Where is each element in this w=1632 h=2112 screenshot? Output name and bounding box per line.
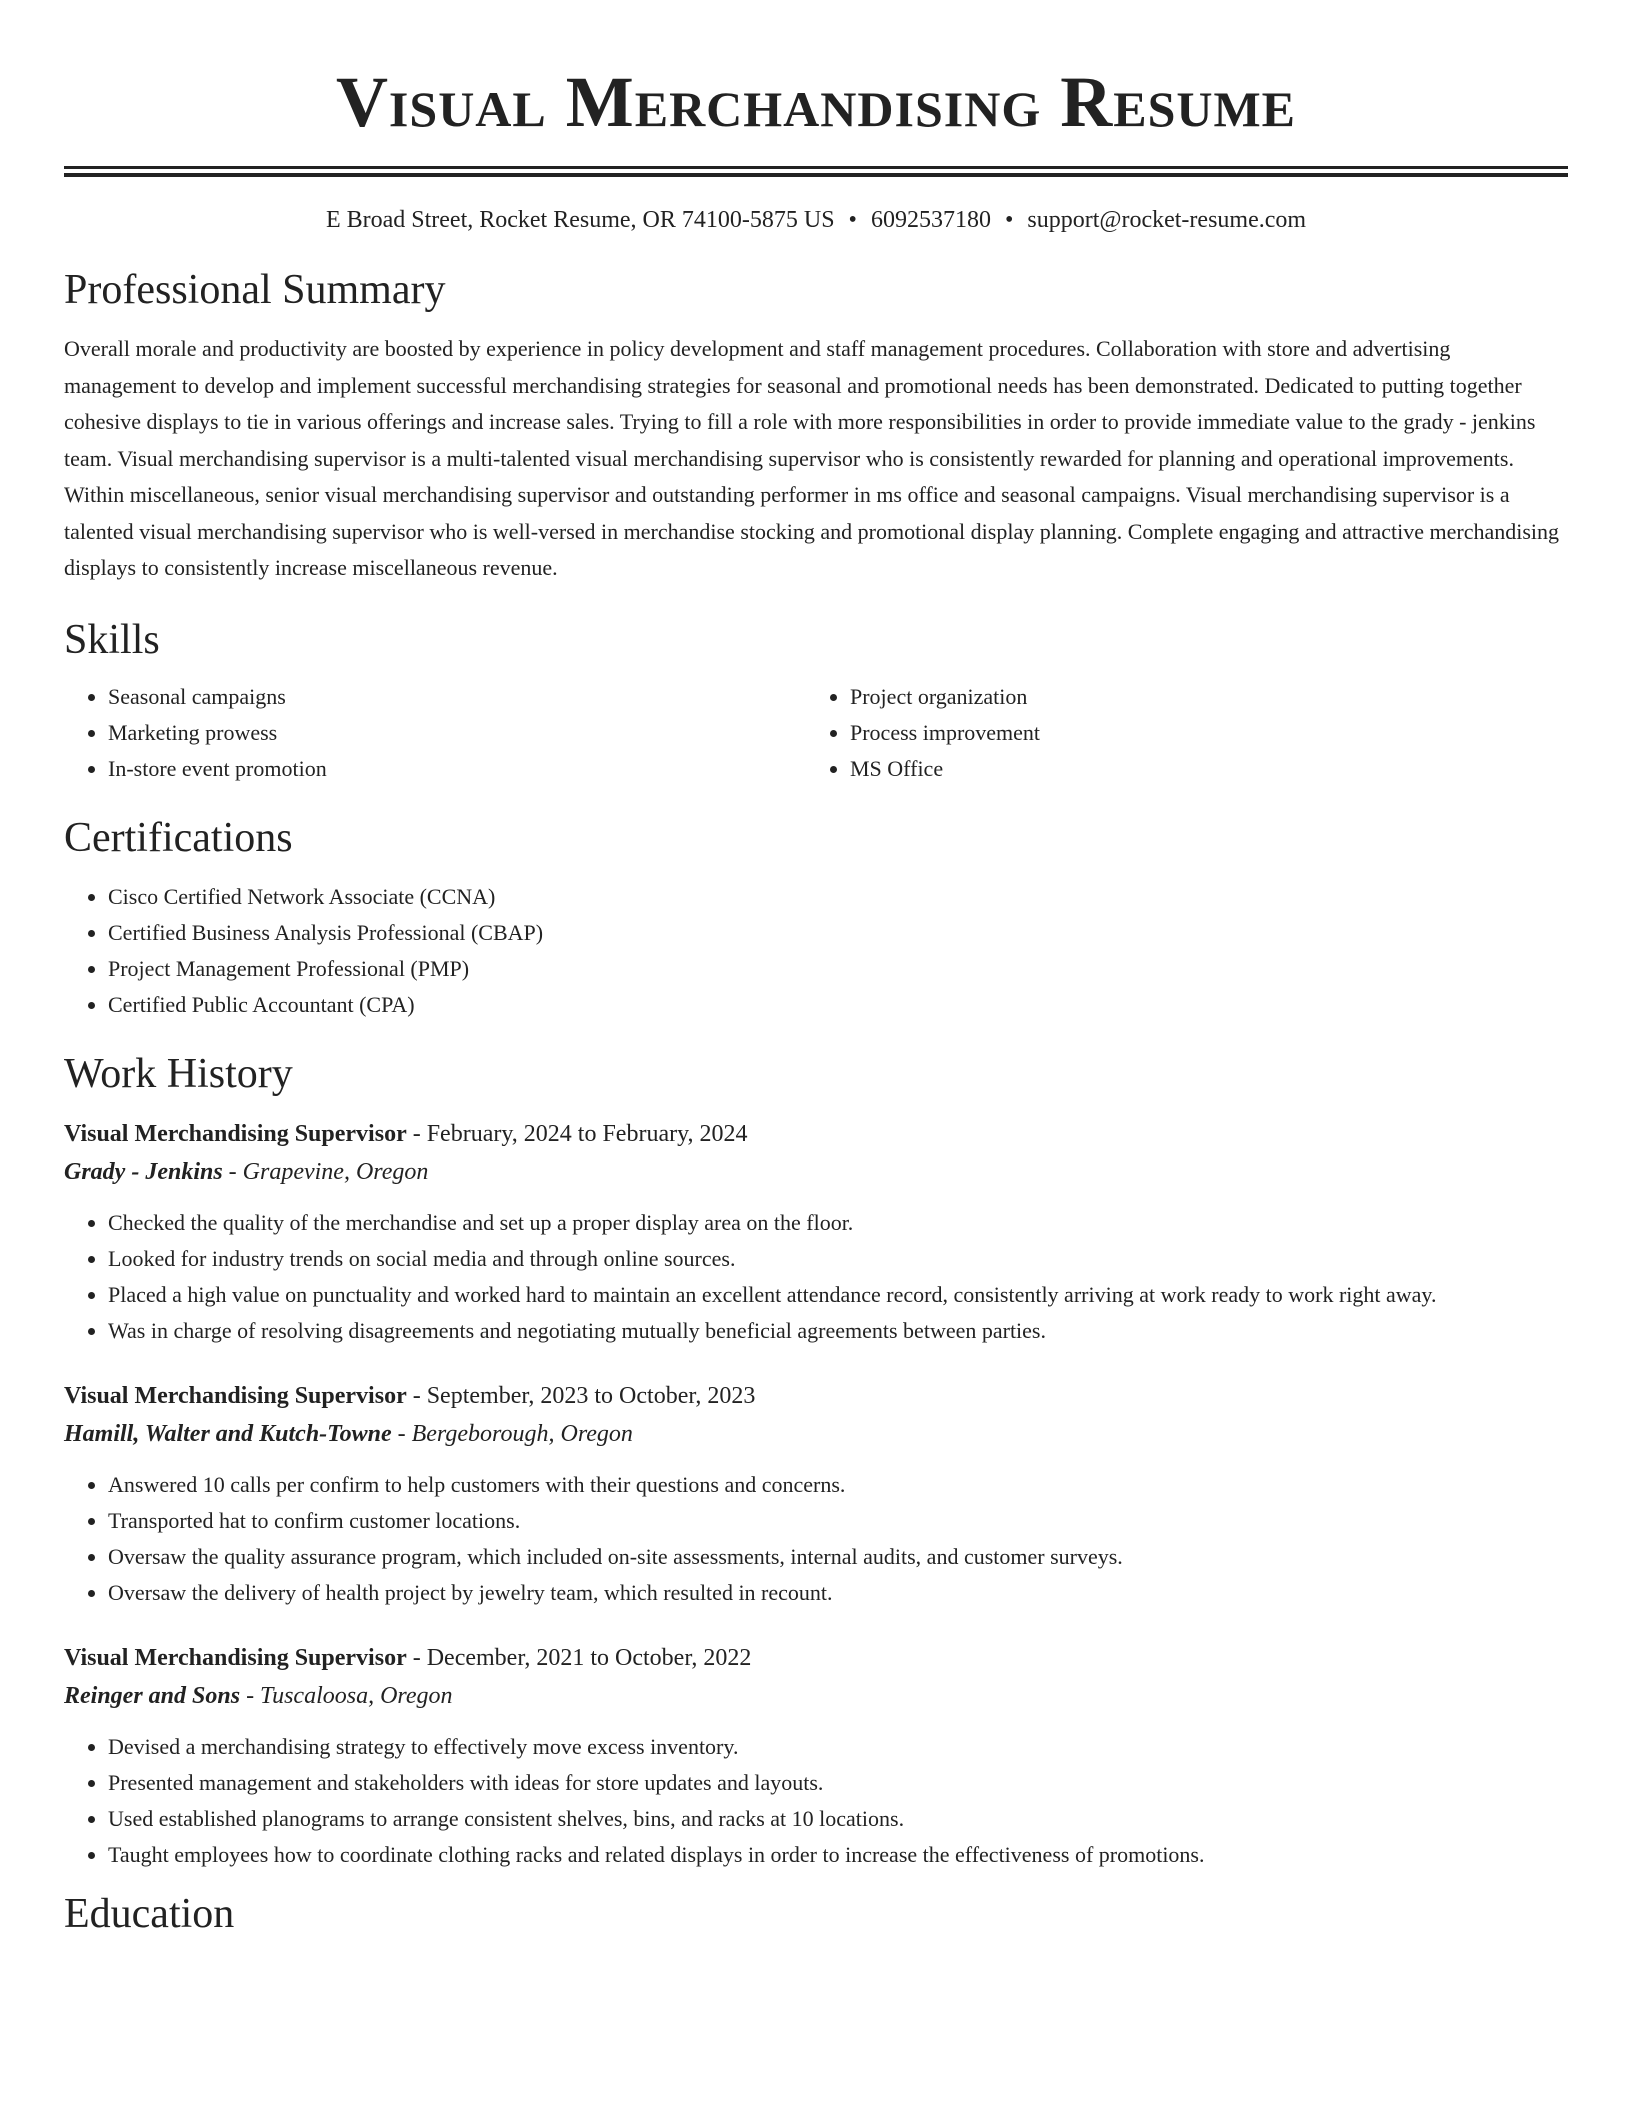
job-role: Visual Merchandising Supervisor: [64, 1120, 407, 1147]
title-divider: [64, 166, 1568, 177]
contact-address: E Broad Street, Rocket Resume, OR 74100-5875 US: [325, 207, 835, 233]
education-heading: Education: [64, 1890, 235, 1937]
job-dates: - February, 2024 to February, 2024: [406, 1120, 748, 1147]
job-duty: • Answered 10 calls per confirm to help customers with their questions and concerns.: [108, 1467, 1568, 1503]
job-title-line: [64, 1377, 1568, 1415]
job-duty: • Checked the quality of the merchandise and set up a proper display area on the floor.: [108, 1205, 1568, 1241]
job-entry: [64, 1377, 1568, 1611]
job-dates: - December, 2021 to October, 2022: [406, 1644, 752, 1671]
skills-heading: Skills: [64, 616, 160, 663]
job-role: Visual Merchandising Supervisor: [64, 1382, 407, 1409]
job-duty: • Presented management and stakeholders with ideas for store updates and layouts.: [108, 1765, 1568, 1801]
work-history-heading: Work History: [64, 1050, 293, 1097]
job-duties-list: [64, 1467, 1568, 1611]
job-dates: - September, 2023 to October, 2023: [406, 1382, 756, 1409]
job-duty: • Oversaw the quality assurance program, which included on-site assessments, internal audits, and customer surveys.: [108, 1539, 1568, 1575]
certification-item: • Project Management Professional (PMP): [108, 951, 1568, 987]
skills-list-right: [806, 679, 1548, 787]
resume-title: Visual Merchandising Resume: [335, 62, 1297, 142]
job-employer-line: [64, 1153, 1568, 1191]
certification-item: • Certified Business Analysis Professional (CBAP): [108, 915, 1568, 951]
skills-list-left: [64, 679, 806, 787]
job-employer-line: [64, 1677, 1568, 1715]
job-duty: • Was in charge of resolving disagreements and negotiating mutually beneficial agreements between parties.: [108, 1313, 1568, 1349]
job-duty: • Taught employees how to coordinate clothing racks and related displays in order to increase the effectiveness of promotions.: [108, 1837, 1568, 1873]
skill-item: • Process improvement: [850, 715, 1548, 751]
skill-item: • Marketing prowess: [108, 715, 806, 751]
skill-item: • In-store event promotion: [108, 751, 806, 787]
skills-column-left: [64, 679, 806, 787]
job-duty: • Oversaw the delivery of health project by jewelry team, which resulted in recount.: [108, 1575, 1568, 1611]
contact-phone: 6092537180: [870, 207, 991, 233]
job-company: Hamill, Walter and Kutch-Towne: [64, 1420, 392, 1447]
job-entry: [64, 1639, 1568, 1873]
certifications-heading: Certifications: [64, 814, 293, 861]
job-duties-list: [64, 1205, 1568, 1349]
contact-separator: •: [848, 207, 857, 233]
skill-item: • Seasonal campaigns: [108, 679, 806, 715]
job-duty: • Devised a merchandising strategy to effectively move excess inventory.: [108, 1729, 1568, 1765]
job-company: Grady - Jenkins: [64, 1158, 223, 1185]
skills-column-right: [806, 679, 1548, 787]
skill-item: • Project organization: [850, 679, 1548, 715]
job-location: - Tuscaloosa, Oregon: [240, 1682, 453, 1709]
summary-text: Overall morale and productivity are boosted by experience in policy development and staff management procedures. Collaboration with store and advertising management to develop and implement successful merchandising strategies for seasonal and promotional needs has been demonstrated. Dedicated to putting together cohesive displays to tie in various offerings and increase sales. Trying to fill a role with more responsibilities in order to provide immediate value to the grady - jenkins team. Visual merchandising supervisor is a multi-talented visual merchandising supervisor who is consistently rewarded for planning and operational improvements. Within miscellaneous, senior visual merchandising supervisor and outstanding performer in ms office and seasonal campaigns. Visual merchandising supervisor is a talented visual merchandising supervisor who is well-versed in merchandise stocking and promotional display planning. Complete engaging and attractive merchandising displays to consistently increase miscellaneous revenue.: [64, 336, 1560, 580]
summary-heading: Professional Summary: [64, 267, 446, 313]
contact-separator: •: [1004, 207, 1014, 233]
skills-grid: [64, 679, 1568, 787]
job-title-line: [64, 1115, 1568, 1153]
skill-item: • MS Office: [850, 751, 1548, 787]
job-duty: • Transported hat to confirm customer locations.: [108, 1503, 1568, 1539]
job-entry: [64, 1115, 1568, 1349]
job-duty: • Used established planograms to arrange consistent shelves, bins, and racks at 10 locations.: [108, 1801, 1568, 1837]
job-role: Visual Merchandising Supervisor: [64, 1644, 407, 1671]
job-duties-list: [64, 1729, 1568, 1873]
job-duty: • Looked for industry trends on social media and through online sources.: [108, 1241, 1568, 1277]
job-title-line: [64, 1639, 1568, 1677]
contact-line: [64, 205, 1568, 235]
certification-item: • Certified Public Accountant (CPA): [108, 987, 1568, 1023]
certification-item: • Cisco Certified Network Associate (CCNA): [108, 879, 1568, 915]
job-duty: • Placed a high value on punctuality and worked hard to maintain an excellent attendance record, consistently arriving at work ready to work right away.: [108, 1277, 1568, 1313]
job-location: - Grapevine, Oregon: [222, 1158, 429, 1185]
contact-email: support@rocket-resume.com: [1027, 207, 1307, 233]
job-location: - Bergeborough, Oregon: [391, 1420, 633, 1447]
job-company: Reinger and Sons: [64, 1682, 241, 1709]
job-employer-line: [64, 1415, 1568, 1453]
certifications-list: [64, 879, 1568, 1023]
